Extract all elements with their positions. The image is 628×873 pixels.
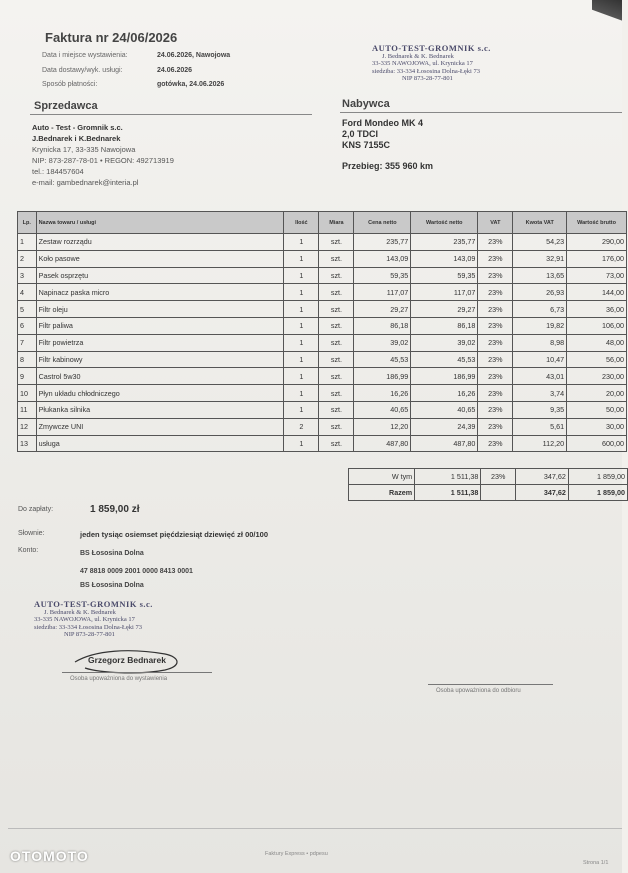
row-gross: 600,00 bbox=[567, 435, 627, 452]
row-net: 39,02 bbox=[411, 334, 478, 351]
row-name: Filtr oleju bbox=[36, 301, 284, 318]
col-price: Cena netto bbox=[354, 212, 411, 234]
buyer-heading: Nabywca bbox=[342, 98, 390, 110]
row-vat: 23% bbox=[478, 435, 513, 452]
row-qty: 1 bbox=[284, 250, 319, 267]
table-row bbox=[18, 401, 627, 418]
row-net: 45,53 bbox=[411, 351, 478, 368]
row-gross: 144,00 bbox=[567, 284, 627, 301]
row-vat-amount: 43,01 bbox=[513, 368, 567, 385]
row-net: 186,99 bbox=[411, 368, 478, 385]
row-unit: szt. bbox=[319, 418, 354, 435]
seller-address: Krynicka 17, 33-335 Nawojowa bbox=[32, 145, 136, 154]
buyer-car: Ford Mondeo MK 4 bbox=[342, 118, 423, 128]
row-price: 143,09 bbox=[354, 250, 411, 267]
table-row bbox=[18, 435, 627, 452]
row-name: Płyn układu chłodniczego bbox=[36, 385, 284, 402]
items-table bbox=[17, 211, 627, 452]
row-vat-amount: 32,91 bbox=[513, 250, 567, 267]
row-gross: 290,00 bbox=[567, 234, 627, 251]
col-unit: Miara bbox=[319, 212, 354, 234]
row-gross: 176,00 bbox=[567, 250, 627, 267]
row-gross: 48,00 bbox=[567, 334, 627, 351]
row-qty: 1 bbox=[284, 234, 319, 251]
row-price: 45,53 bbox=[354, 351, 411, 368]
buyer-divider bbox=[340, 112, 622, 113]
table-row bbox=[18, 267, 627, 284]
row-lp: 2 bbox=[18, 250, 37, 267]
row-unit: szt. bbox=[319, 368, 354, 385]
row-vat: 23% bbox=[478, 317, 513, 334]
bank-name: BS Łososina Dolna bbox=[80, 550, 144, 557]
col-qty: Ilość bbox=[284, 212, 319, 234]
row-unit: szt. bbox=[319, 301, 354, 318]
row-vat: 23% bbox=[478, 351, 513, 368]
col-vat-amount: Kwota VAT bbox=[513, 212, 567, 234]
buyer-plate: KNS 7155C bbox=[342, 140, 391, 150]
row-lp: 1 bbox=[18, 234, 37, 251]
row-unit: szt. bbox=[319, 284, 354, 301]
row-unit: szt. bbox=[319, 435, 354, 452]
row-unit: szt. bbox=[319, 401, 354, 418]
table-row bbox=[18, 351, 627, 368]
row-gross: 30,00 bbox=[567, 418, 627, 435]
row-net: 59,35 bbox=[411, 267, 478, 284]
items-header-row bbox=[18, 212, 627, 234]
row-price: 59,35 bbox=[354, 267, 411, 284]
seller-heading: Sprzedawca bbox=[34, 100, 98, 112]
seller-owners: J.Bednarek i K.Bednarek bbox=[32, 134, 121, 143]
row-price: 117,07 bbox=[354, 284, 411, 301]
table-row bbox=[18, 301, 627, 318]
row-net: 40,65 bbox=[411, 401, 478, 418]
row-lp: 4 bbox=[18, 284, 37, 301]
row-name: Filtr paliwa bbox=[36, 317, 284, 334]
row-lp: 5 bbox=[18, 301, 37, 318]
buyer-engine: 2,0 TDCI bbox=[342, 129, 379, 139]
row-price: 39,02 bbox=[354, 334, 411, 351]
row-name: Filtr powietrza bbox=[36, 334, 284, 351]
row-unit: szt. bbox=[319, 385, 354, 402]
row-vat-amount: 5,61 bbox=[513, 418, 567, 435]
account-number: 47 8818 0009 2001 0000 8413 0001 bbox=[80, 568, 193, 575]
row-name: Płukanka silnika bbox=[36, 401, 284, 418]
row-unit: szt. bbox=[319, 250, 354, 267]
totals-wtym-row: W tym 1 511,38 23% 347,62 1 859,00 bbox=[349, 469, 628, 485]
row-vat: 23% bbox=[478, 267, 513, 284]
row-net: 143,09 bbox=[411, 250, 478, 267]
right-signature-line bbox=[428, 684, 553, 685]
row-vat-amount: 54,23 bbox=[513, 234, 567, 251]
col-net: Wartość netto bbox=[411, 212, 478, 234]
buyer-mileage: Przebieg: 355 960 km bbox=[342, 161, 434, 171]
row-net: 487,80 bbox=[411, 435, 478, 452]
row-vat-amount: 112,20 bbox=[513, 435, 567, 452]
row-gross: 230,00 bbox=[567, 368, 627, 385]
row-lp: 13 bbox=[18, 435, 37, 452]
seller-divider bbox=[30, 114, 312, 115]
row-vat: 23% bbox=[478, 385, 513, 402]
row-unit: szt. bbox=[319, 234, 354, 251]
bank-name-2: BS Łososina Dolna bbox=[80, 582, 144, 589]
row-vat-amount: 19,82 bbox=[513, 317, 567, 334]
row-vat-amount: 26,93 bbox=[513, 284, 567, 301]
seller-tel: tel.: 184457604 bbox=[32, 167, 84, 176]
footer-software: Faktury Express • pdpesu bbox=[265, 851, 328, 857]
row-name: Zmywcze UNI bbox=[36, 418, 284, 435]
row-vat-amount: 13,65 bbox=[513, 267, 567, 284]
row-lp: 6 bbox=[18, 317, 37, 334]
meta-issue-date: Data i miejsce wystawienia: 24.06.2026, Nawojowa bbox=[42, 52, 231, 59]
row-name: Castrol 5w30 bbox=[36, 368, 284, 385]
table-row bbox=[18, 317, 627, 334]
account-label: Konto: bbox=[18, 547, 39, 554]
table-row bbox=[18, 234, 627, 251]
row-qty: 1 bbox=[284, 267, 319, 284]
totals-razem-row: Razem 1 511,38 347,62 1 859,00 bbox=[349, 485, 628, 501]
row-net: 16,26 bbox=[411, 385, 478, 402]
row-vat: 23% bbox=[478, 418, 513, 435]
row-name: usługa bbox=[36, 435, 284, 452]
row-qty: 1 bbox=[284, 435, 319, 452]
table-row bbox=[18, 250, 627, 267]
seller-name: Auto - Test - Gromnik s.c. bbox=[32, 123, 123, 132]
row-price: 86,18 bbox=[354, 317, 411, 334]
table-row bbox=[18, 368, 627, 385]
row-vat-amount: 3,74 bbox=[513, 385, 567, 402]
row-vat-amount: 6,73 bbox=[513, 301, 567, 318]
row-vat-amount: 8,98 bbox=[513, 334, 567, 351]
row-price: 16,26 bbox=[354, 385, 411, 402]
row-price: 186,99 bbox=[354, 368, 411, 385]
row-unit: szt. bbox=[319, 317, 354, 334]
row-unit: szt. bbox=[319, 267, 354, 284]
row-vat: 23% bbox=[478, 401, 513, 418]
invoice-title: Faktura nr 24/06/2026 bbox=[45, 30, 178, 45]
row-net: 24,39 bbox=[411, 418, 478, 435]
seller-block bbox=[32, 122, 174, 188]
table-row bbox=[18, 284, 627, 301]
left-signature-caption: Osoba upoważniona do wystawienia bbox=[70, 676, 168, 682]
footer-divider bbox=[8, 828, 622, 829]
row-gross: 56,00 bbox=[567, 351, 627, 368]
row-price: 235,77 bbox=[354, 234, 411, 251]
row-vat: 23% bbox=[478, 234, 513, 251]
col-lp: Lp. bbox=[18, 212, 37, 234]
row-qty: 1 bbox=[284, 334, 319, 351]
company-stamp-bottom: AUTO-TEST-GROMNIK s.c. J. Bednarek & K. Bednarek 33-335 NAWOJOWA, ul. Krynicka 17 siedziba: 33-334 Łososina Dolna-Łęki 73 NIP 873-28-77-801 bbox=[34, 599, 153, 638]
row-vat-amount: 10,47 bbox=[513, 351, 567, 368]
col-gross: Wartość brutto bbox=[567, 212, 627, 234]
row-lp: 9 bbox=[18, 368, 37, 385]
table-row bbox=[18, 334, 627, 351]
table-row bbox=[18, 418, 627, 435]
row-qty: 1 bbox=[284, 317, 319, 334]
row-lp: 8 bbox=[18, 351, 37, 368]
row-lp: 3 bbox=[18, 267, 37, 284]
row-vat: 23% bbox=[478, 301, 513, 318]
row-vat: 23% bbox=[478, 334, 513, 351]
row-name: Pasek osprzętu bbox=[36, 267, 284, 284]
row-lp: 7 bbox=[18, 334, 37, 351]
row-qty: 1 bbox=[284, 385, 319, 402]
row-name: Napinacz paska micro bbox=[36, 284, 284, 301]
row-gross: 20,00 bbox=[567, 385, 627, 402]
row-vat: 23% bbox=[478, 250, 513, 267]
row-lp: 10 bbox=[18, 385, 37, 402]
row-net: 86,18 bbox=[411, 317, 478, 334]
row-qty: 1 bbox=[284, 368, 319, 385]
row-qty: 2 bbox=[284, 418, 319, 435]
right-signature-caption: Osoba upoważniona do odbioru bbox=[436, 688, 521, 694]
row-price: 40,65 bbox=[354, 401, 411, 418]
row-net: 29,27 bbox=[411, 301, 478, 318]
otomoto-watermark: OTOMOTO bbox=[10, 848, 89, 864]
paper-corner-shadow bbox=[592, 0, 622, 40]
row-qty: 1 bbox=[284, 401, 319, 418]
seller-email: e-mail: gambednarek@interia.pl bbox=[32, 178, 139, 187]
row-name: Zestaw rozrządu bbox=[36, 234, 284, 251]
col-vat: VAT bbox=[478, 212, 513, 234]
signer-name: Grzegorz Bednarek bbox=[88, 655, 166, 665]
row-net: 235,77 bbox=[411, 234, 478, 251]
row-vat: 23% bbox=[478, 368, 513, 385]
row-unit: szt. bbox=[319, 351, 354, 368]
col-name: Nazwa towaru / usługi bbox=[36, 212, 284, 234]
table-row bbox=[18, 385, 627, 402]
left-signature-line bbox=[62, 672, 212, 673]
row-qty: 1 bbox=[284, 301, 319, 318]
amount-due: Do zapłaty: 1 859,00 zł bbox=[18, 504, 140, 515]
row-qty: 1 bbox=[284, 284, 319, 301]
row-price: 29,27 bbox=[354, 301, 411, 318]
row-gross: 106,00 bbox=[567, 317, 627, 334]
row-gross: 73,00 bbox=[567, 267, 627, 284]
footer-page: Strona 1/1 bbox=[583, 860, 609, 866]
row-net: 117,07 bbox=[411, 284, 478, 301]
company-stamp-top: AUTO-TEST-GROMNIK s.c. J. Bednarek & K. Bednarek 33-335 NAWOJOWA, ul. Krynicka 17 siedziba: 33-334 Łososina Dolna-Łęki 73 NIP 873-28-77-801 bbox=[372, 43, 491, 82]
row-name: Koło pasowe bbox=[36, 250, 284, 267]
buyer-block bbox=[342, 118, 423, 151]
row-price: 487,80 bbox=[354, 435, 411, 452]
row-lp: 11 bbox=[18, 401, 37, 418]
amount-in-words: Słownie: jeden tysiąc osiemset pięćdziesiąt dziewięć zł 00/100 bbox=[18, 530, 269, 539]
row-lp: 12 bbox=[18, 418, 37, 435]
totals-table bbox=[348, 468, 628, 501]
meta-payment-method: Sposób płatności: gotówka, 24.06.2026 bbox=[42, 81, 225, 88]
seller-nip: NIP: 873-287-78-01 • REGON: 492713919 bbox=[32, 156, 174, 165]
meta-delivery-date: Data dostawy/wyk. usługi: 24.06.2026 bbox=[42, 67, 193, 74]
row-gross: 50,00 bbox=[567, 401, 627, 418]
row-unit: szt. bbox=[319, 334, 354, 351]
row-gross: 36,00 bbox=[567, 301, 627, 318]
row-price: 12,20 bbox=[354, 418, 411, 435]
row-qty: 1 bbox=[284, 351, 319, 368]
row-vat-amount: 9,35 bbox=[513, 401, 567, 418]
row-vat: 23% bbox=[478, 284, 513, 301]
row-name: Filtr kabinowy bbox=[36, 351, 284, 368]
